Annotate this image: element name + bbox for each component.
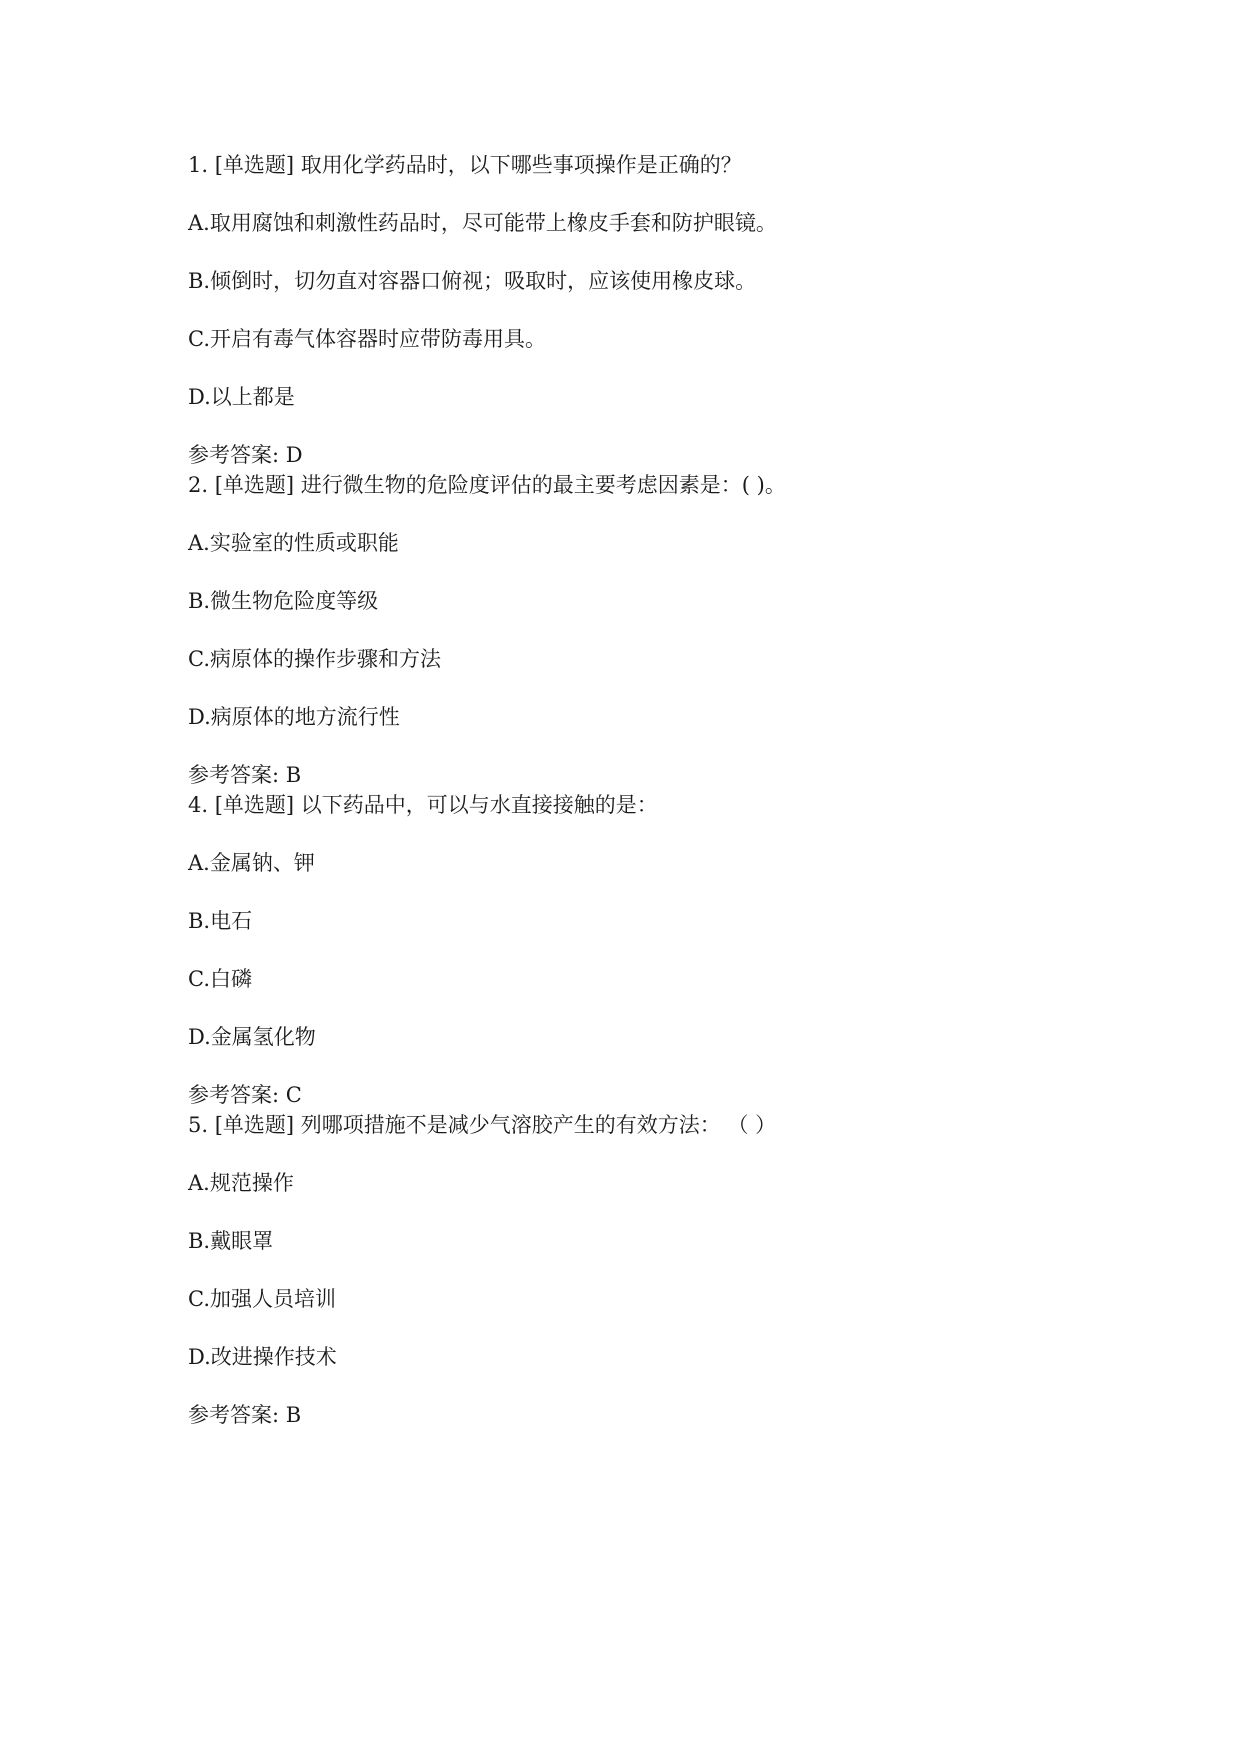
option-a: A.规范操作 xyxy=(188,1171,294,1195)
reference-answer: 参考答案: C xyxy=(188,1083,302,1107)
option-a: A.实验室的性质或职能 xyxy=(188,531,399,555)
option-b: B.微生物危险度等级 xyxy=(188,589,379,613)
option-d: D.病原体的地方流行性 xyxy=(188,705,400,729)
option-b: B.戴眼罩 xyxy=(188,1229,274,1253)
reference-answer: 参考答案: B xyxy=(188,763,302,787)
option-a: A.取用腐蚀和刺激性药品时，尽可能带上橡皮手套和防护眼镜。 xyxy=(188,211,777,235)
option-d: D.改进操作技术 xyxy=(188,1345,337,1369)
option-c: C.病原体的操作步骤和方法 xyxy=(188,647,441,671)
option-c: C.开启有毒气体容器时应带防毒用具。 xyxy=(188,327,546,351)
option-b: B.倾倒时，切勿直对容器口俯视；吸取时，应该使用橡皮球。 xyxy=(188,269,757,293)
question-stem: 4. [单选题] 以下药品中，可以与水直接接触的是： xyxy=(188,793,658,817)
reference-answer: 参考答案: D xyxy=(188,443,303,467)
option-c: C.白磷 xyxy=(188,967,252,991)
option-b: B.电石 xyxy=(188,909,253,933)
option-d: D.金属氢化物 xyxy=(188,1025,316,1049)
reference-answer: 参考答案: B xyxy=(188,1403,302,1427)
question-stem: 5. [单选题] 列哪项措施不是减少气溶胶产生的有效方法： （ ） xyxy=(188,1113,777,1137)
question-stem: 1. [单选题] 取用化学药品时，以下哪些事项操作是正确的？ xyxy=(188,153,742,177)
question-stem: 2. [单选题] 进行微生物的危险度评估的最主要考虑因素是：( )。 xyxy=(188,473,786,497)
option-c: C.加强人员培训 xyxy=(188,1287,336,1311)
option-a: A.金属钠、钾 xyxy=(188,851,315,875)
option-d: D.以上都是 xyxy=(188,385,295,409)
